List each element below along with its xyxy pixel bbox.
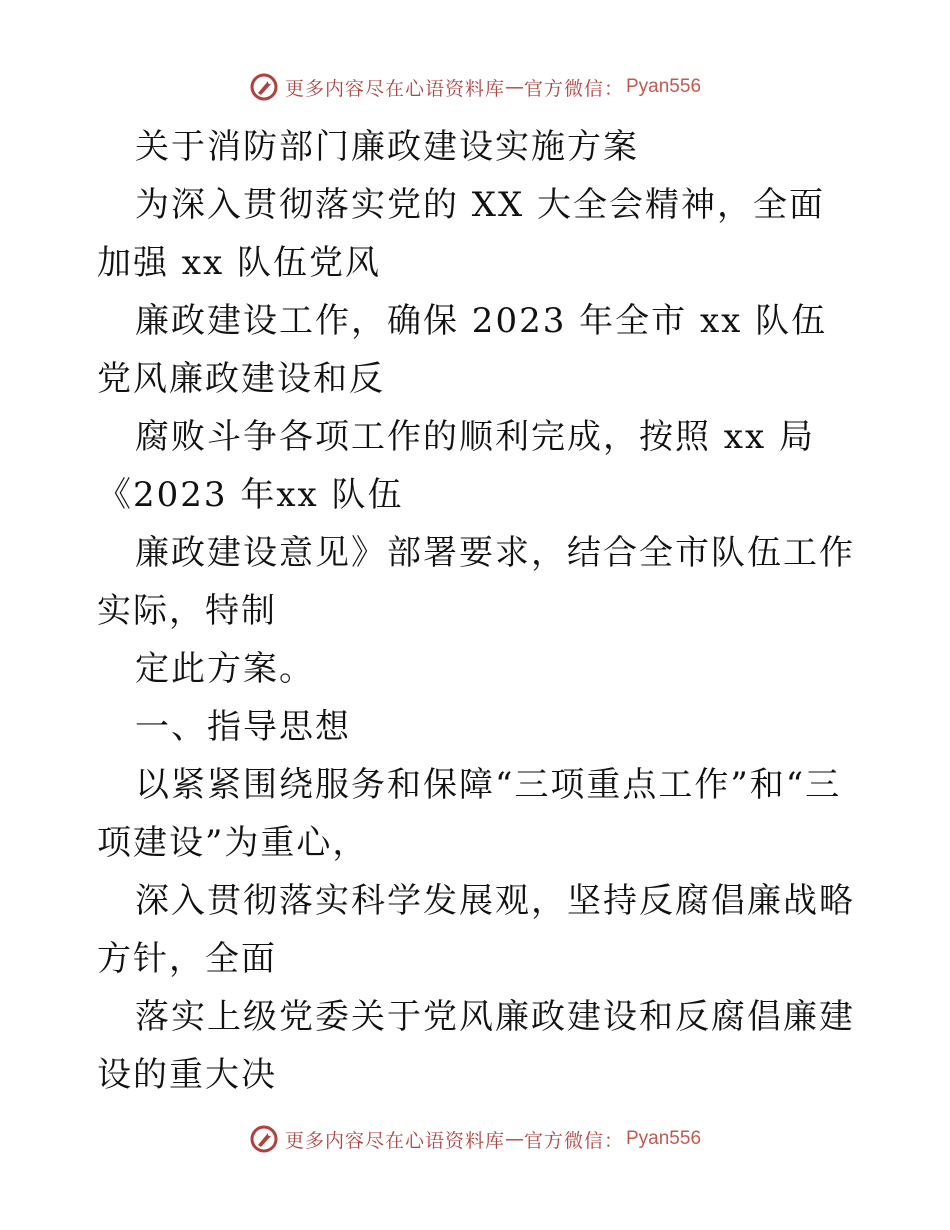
watermark-wechat-id: Pyan556 [626,76,702,97]
paragraph-6: 以紧紧围绕服务和保障“三项重点工作”和“三项建设”为重心， [97,765,842,863]
footer-watermark [0,1124,950,1154]
document-title: 关于消防部门廉政建设实施方案 [135,127,639,167]
paragraph-8: 落实上级党委关于党风廉政建设和反腐倡廉建设的重大决 [97,997,855,1095]
watermark-main-text: 更多内容尽在心语资料库 [284,77,505,100]
pen-logo-icon [249,72,279,102]
paragraph-1: 为深入贯彻落实党的 XX 大全会精神，全面加强 xx 队伍党风 [97,185,826,283]
pen-logo-icon [249,1124,279,1154]
paragraph-2: 廉政建设工作，确保 2023 年全市 xx 队伍党风廉政建设和反 [97,301,828,399]
watermark-separator: — [504,1128,524,1150]
document-body [97,118,857,1104]
section-heading-guiding-thought: 一、指导思想 [135,707,351,747]
watermark-main-text: 更多内容尽在心语资料库 [284,1129,505,1152]
watermark-wechat-id: Pyan556 [626,1128,702,1149]
paragraph-3: 腐败斗争各项工作的顺利完成，按照 xx 局《2023 年xx 队伍 [97,417,815,515]
watermark-wechat-label: 官方微信： [523,77,624,100]
watermark-wechat-label: 官方微信： [523,1129,624,1152]
paragraph-7: 深入贯彻落实科学发展观，坚持反腐倡廉战略方针，全面 [97,881,855,979]
paragraph-4: 廉政建设意见》部署要求，结合全市队伍工作实际，特制 [97,533,855,631]
watermark-separator: — [504,76,524,98]
paragraph-5: 定此方案。 [135,649,315,689]
header-watermark [0,72,950,102]
